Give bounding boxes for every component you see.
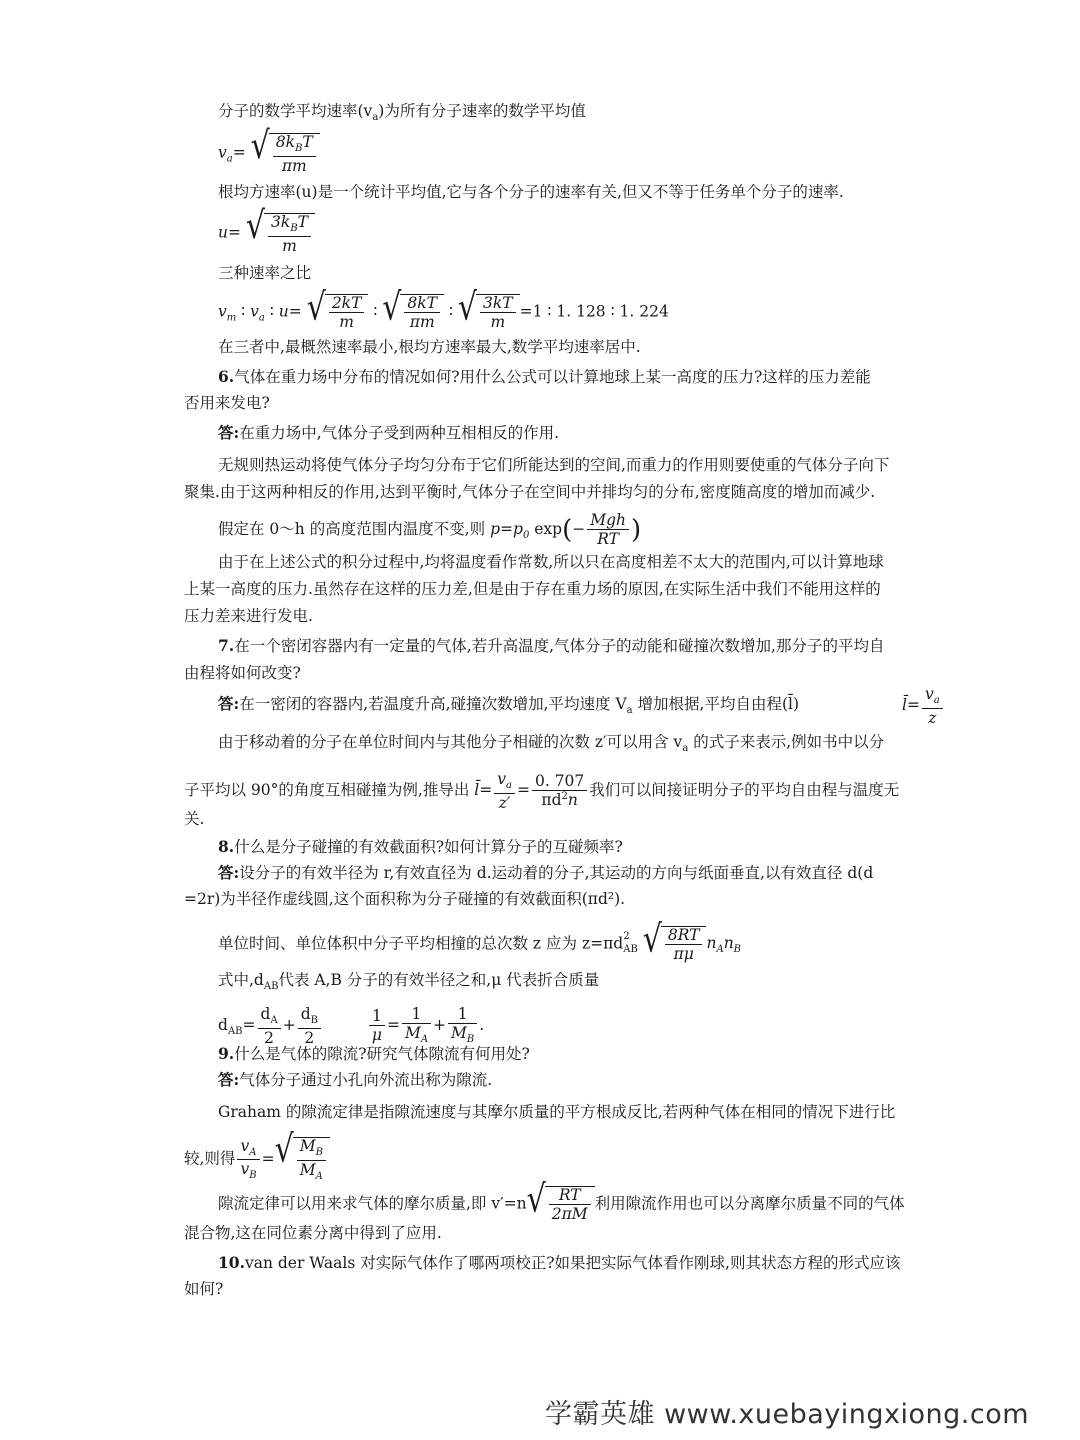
question-10: 10.van der Waals 对实际气体作了哪两项校正?如果把实际气体看作刚球,则其状态方程的形式应该: [218, 1253, 901, 1272]
answer-8-equations: $d_{AB}=$ $\frac{d_A}{2}$ + $\frac{d_B}{2}$ $\frac{1}{\mu}$ = $\frac{1}{M_A}$ + $\frac{1}{M_B}$ .: [218, 1005, 485, 1047]
paragraph-speed-conclusion: 在三者中,最概然速率最小,根均方速率最大,数学平均速率居中.: [218, 338, 641, 356]
answer-9-effusion-use-cont: 混合物,这在同位素分离中得到了应用.: [184, 1224, 442, 1242]
answer-7-mean-free-path-eq: l̄= $\frac{v_a}{z}$: [902, 686, 945, 726]
answer-6-para2-cont2: 压力差来进行发电.: [184, 607, 313, 625]
answer-8-intro: 答:设分子的有效半径为 r,有效直径为 d.运动着的分子,其运动的方向与纸面垂直,以有效直径 d(d: [218, 863, 874, 882]
answer-8-intro-cont: =2r)为半径作虚线圆,这个面积称为分子碰撞的有效截面积(πd²).: [184, 890, 626, 908]
equation-rms-speed: u= √ $\frac{3k_BT}{m}$: [218, 213, 315, 254]
answer-6-para1: 无规则热运动将使气体分子均匀分布于它们所能达到的空间,而重力的作用则要使重的气体分子向下: [218, 456, 890, 474]
paragraph-ratio-title: 三种速率之比: [218, 264, 312, 282]
answer-7-para2-end: 关.: [184, 810, 205, 828]
answer-6-para2-cont1: 上某一高度的压力.虽然存在这样的压力差,但是由于存在重力场的原因,在实际生活中我们不能用这样的: [184, 580, 881, 598]
answer-9-graham: Graham 的隙流定律是指隙流速度与其摩尔质量的平方根成反比,若两种气体在相同的情况下进行比: [218, 1103, 896, 1121]
answer-6-formula-line: 假定在 0～h 的高度范围内温度不变,则 $p=p_0$ exp(− $\frac{\text{Mgh}}{RT}$ ): [218, 511, 642, 549]
answer-9-graham-cont: 较,则得 $\frac{v_A}{v_B}$ = √ $\frac{M_B}{M_A}$: [184, 1137, 330, 1182]
question-7: 7.在一个密闭容器内有一定量的气体,若升高温度,气体分子的动能和碰撞次数增加,那分子的平均自: [218, 636, 885, 655]
equation-speed-ratio: $v_m$ ∶ $v_a$ ∶ u= √ $\frac{2kT}{m}$ ∶ √ $\frac{8kT}{\pi m}$ ∶ √ $\frac{3kT}{m}$ =1 ∶ 1. 128 ∶ 1. 224: [218, 285, 669, 332]
answer-9-intro: 答:气体分子通过小孔向外流出称为隙流.: [218, 1070, 493, 1089]
paragraph-rms-speed: 根均方速率(u)是一个统计平均值,它与各个分子的速率有关,但又不等于任务单个分子的速率.: [218, 183, 844, 201]
question-6: 6.气体在重力场中分布的情况如何?用什么公式可以计算地球上某一高度的压力?这样的压力差能: [218, 367, 871, 386]
answer-7-para2-cont: 子平均以 90°的角度互相碰撞为例,推导出 l̄= $\frac{v_a}{z'}$ = $\frac{0. 707}{\pi d^2n}$ 我们可以间接证明分子的平均自由程与温度无: [184, 770, 900, 812]
question-8: 8.什么是分子碰撞的有效截面积?如何计算分子的互碰频率?: [218, 837, 623, 856]
answer-8-collision-rate: 单位时间、单位体积中分子平均相撞的总次数 z 应为 $z=\pi d_{AB}$ 2 √ $\frac{8RT}{\pi\mu}$ $n_An_B$: [218, 917, 742, 964]
site-watermark: 学霸英雄 www.xuebayingxiong.com: [545, 1399, 1030, 1430]
answer-8-definition: 式中$,d_{AB}$代表 A,B 分子的有效半径之和,μ 代表折合质量: [218, 971, 600, 993]
answer-7-intro: 答:在一密闭的容器内,若温度升高,碰撞次数增加,平均速度 $V_a$ 增加根据,平均自由程(l̄): [218, 694, 800, 717]
equation-mean-speed: $v_a=$ √ $\frac{8k_BT}{\pi m}$: [218, 133, 320, 174]
answer-9-effusion-use: 隙流定律可以用来求气体的摩尔质量,即 v′=n √ $\frac{RT}{2\pi M}$ 利用隙流作用也可以分离摩尔质量不同的气体: [218, 1177, 905, 1224]
question-10-cont: 如何?: [184, 1280, 224, 1298]
answer-7-para2: 由于移动着的分子在单位时间内与其他分子相碰的次数 z′可以用含 $v_a$ 的式子来表示,例如书中以分: [218, 733, 885, 755]
answer-6-intro: 答:在重力场中,气体分子受到两种互相相反的作用.: [218, 423, 560, 442]
answer-6-para2: 由于在上述公式的积分过程中,均将温度看作常数,所以只在高度相差不太大的范围内,可以计算地球: [218, 553, 884, 571]
question-6-cont: 否用来发电?: [184, 394, 270, 412]
question-7-cont: 由程将如何改变?: [184, 664, 301, 682]
question-9: 9.什么是气体的隙流?研究气体隙流有何用处?: [218, 1044, 530, 1063]
paragraph-mean-speed: 分子的数学平均速率$(v_a)$为所有分子速率的数学平均值: [218, 102, 586, 124]
answer-6-para1-cont: 聚集.由于这两种相反的作用,达到平衡时,气体分子在空间中并排均匀的分布,密度随高度的增加而减少.: [184, 483, 876, 501]
